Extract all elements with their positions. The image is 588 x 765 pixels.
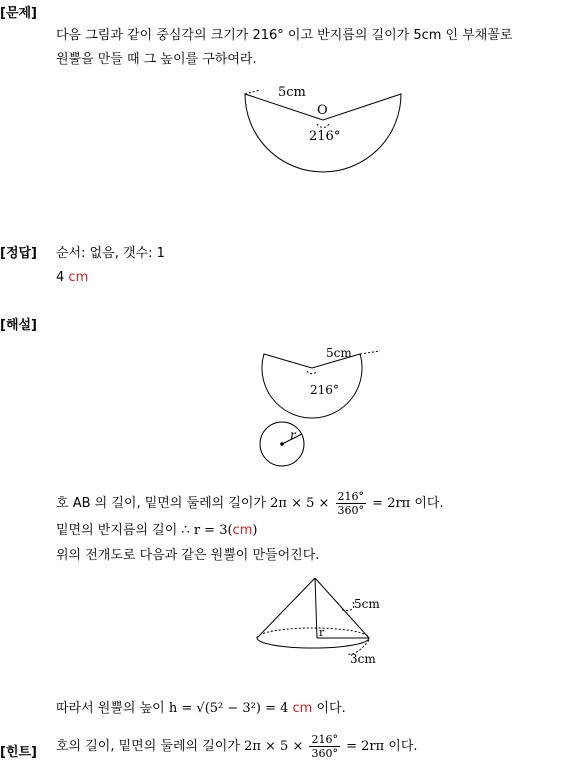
net-figure	[252, 342, 392, 472]
hint-line	[56, 733, 418, 760]
net-r-label: r	[290, 428, 296, 442]
explanation-line4-unit: cm	[292, 701, 313, 716]
net-radius-label: 5cm	[326, 346, 352, 360]
explanation-line1-text: 호 AB 의 길이, 밑면의 둘레의 길이가	[56, 496, 271, 511]
fraction-denominator: 360°	[337, 504, 365, 517]
problem-label: [문제]	[0, 6, 37, 21]
explanation-fraction	[336, 490, 367, 517]
sector-center-label: O	[317, 103, 328, 118]
fraction-numerator: 216°	[337, 490, 365, 503]
hint-post: 이다.	[384, 739, 418, 754]
explanation-line1-math2: = 2rπ	[368, 496, 411, 511]
cone-slant-label: 5cm	[354, 597, 380, 611]
hint-math2: = 2rπ	[341, 739, 385, 754]
explanation-line2-unit: cm	[232, 523, 253, 538]
explanation-line2-math: ∴ r = 3(	[181, 523, 233, 538]
hint-fraction-numerator: 216°	[311, 733, 338, 746]
sector-radius-label: 5cm	[278, 85, 306, 100]
explanation-line1	[56, 490, 444, 517]
cone-r-label: r	[319, 626, 325, 639]
explanation-line4-text: 따라서 원뿔의 높이	[56, 701, 169, 716]
explanation-line2-close: )	[252, 523, 258, 538]
explanation-line4-math: h = √(5² − 3²) = 4	[168, 701, 289, 716]
hint-fraction	[309, 733, 340, 760]
cone-base-label: 3cm	[350, 652, 376, 666]
answer-value: 4	[56, 270, 65, 285]
problem-text-line1: 다음 그림과 같이 중심각의 크기가 216° 이고 반지름의 길이가 5cm 인 부채꼴로	[56, 28, 513, 43]
explanation-line4-post: 이다.	[312, 701, 346, 716]
answer-meta: 순서: 없음, 갯수: 1	[56, 246, 165, 261]
hint-math: 2π × 5 ×	[244, 739, 308, 754]
answer-label: [정답]	[0, 246, 37, 261]
explanation-line2	[56, 519, 257, 538]
sector-angle-label: 216°	[309, 129, 341, 144]
explanation-line1-math: 2π × 5 ×	[270, 496, 334, 511]
explanation-label: [해설]	[0, 318, 37, 333]
explanation-line4	[56, 697, 346, 716]
hint-fraction-denominator: 360°	[311, 747, 338, 760]
sector-figure	[238, 80, 408, 205]
problem-text-line2: 원뿔을 만들 때 그 높이를 구하여라.	[56, 52, 257, 67]
hint-label: [힌트]	[0, 745, 37, 760]
answer-value-line	[56, 270, 88, 285]
answer-unit: cm	[68, 270, 89, 285]
explanation-line2-text: 밑면의 반지름의 길이	[56, 523, 182, 538]
hint-text: 호의 길이, 밑면의 둘레의 길이가	[56, 739, 245, 754]
explanation-line3: 위의 전개도로 다음과 같은 원뿔이 만들어진다.	[56, 548, 320, 563]
net-angle-label: 216°	[310, 383, 339, 397]
explanation-line1-post: 이다.	[410, 496, 444, 511]
cone-figure	[252, 574, 402, 674]
